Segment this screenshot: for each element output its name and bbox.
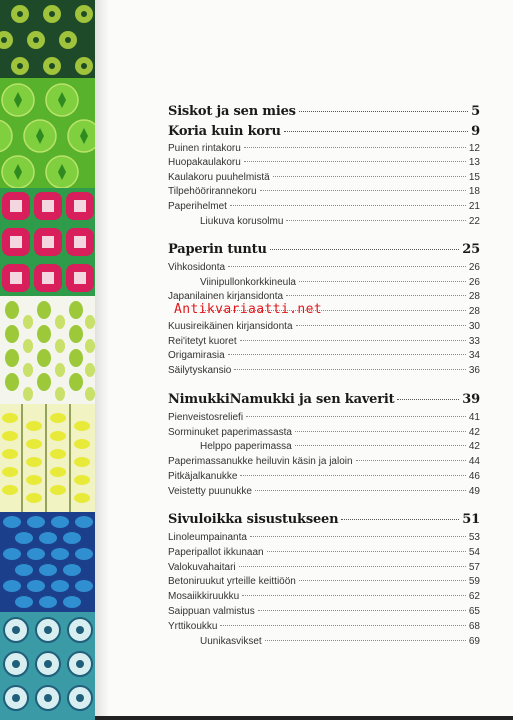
toc-page-number: 65 — [468, 606, 480, 617]
toc-entry — [168, 576, 480, 587]
toc-page-number: 21 — [468, 201, 480, 212]
toc-page-number: 62 — [468, 591, 480, 602]
toc-leader-dots — [286, 295, 466, 296]
toc-title: Siskot ja sen mies — [168, 104, 296, 119]
toc-subentry — [168, 441, 480, 452]
toc-leader-dots — [246, 416, 466, 417]
toc-page-number: 68 — [468, 621, 480, 632]
page-gutter-shadow — [95, 0, 109, 720]
toc-title: Liukuva korusolmu — [200, 216, 284, 227]
toc-title: Huopakaulakoru — [168, 157, 241, 168]
toc-leader-dots — [239, 566, 466, 567]
pattern-yellow-ovals — [0, 404, 95, 512]
toc-title: Pienveistosreliefi — [168, 412, 244, 423]
toc-leader-dots — [299, 580, 466, 581]
toc-entry — [168, 456, 480, 467]
toc-leader-dots — [299, 111, 468, 112]
toc-page-number: 34 — [468, 350, 480, 361]
toc-entry — [168, 532, 480, 543]
toc-title: NimukkiNamukki ja sen kaverit — [168, 392, 395, 407]
toc-leader-dots — [341, 519, 459, 520]
toc-page-number: 54 — [468, 547, 480, 558]
toc-title: Kaulakoru puuhelmistä — [168, 172, 270, 183]
toc-leader-dots — [242, 595, 466, 596]
toc-page-number: 42 — [468, 441, 480, 452]
toc-title: Paperin tuntu — [168, 242, 267, 257]
toc-leader-dots — [250, 536, 466, 537]
toc-leader-dots — [230, 205, 466, 206]
toc-page-number: 41 — [468, 412, 480, 423]
toc-entry — [168, 621, 480, 632]
pattern-band-yellow — [0, 404, 95, 512]
toc-leader-dots — [397, 399, 459, 400]
toc-entry — [168, 336, 480, 347]
pattern-band-lime — [0, 78, 95, 188]
toc-entry — [168, 172, 480, 183]
toc-leader-dots — [295, 445, 466, 446]
page-bottom-edge — [95, 716, 513, 720]
toc-leader-dots — [267, 551, 466, 552]
toc-leader-dots — [270, 249, 460, 250]
toc-page-number: 57 — [468, 562, 480, 573]
toc-page-number: 5 — [471, 104, 480, 119]
toc-leader-dots — [286, 220, 466, 221]
toc-title: Koria kuin koru — [168, 124, 281, 139]
toc-title: Säilytyskansio — [168, 365, 232, 376]
toc-title: Yrttikoukku — [168, 621, 218, 632]
toc-title: Paperimassanukke heiluvin käsin ja jaloin — [168, 456, 353, 467]
toc-entry — [168, 547, 480, 558]
pattern-strip — [0, 0, 95, 720]
toc-entry — [168, 427, 480, 438]
toc-title: Saippuan valmistus — [168, 606, 255, 617]
toc-page-number: 26 — [468, 262, 480, 273]
toc-leader-dots — [295, 431, 466, 432]
toc-page-number: 59 — [468, 576, 480, 587]
toc-entry — [168, 321, 480, 332]
toc-title: Valokuvahaitari — [168, 562, 236, 573]
toc-title: Helppo paperimassa — [200, 441, 292, 452]
toc-leader-dots — [234, 369, 466, 370]
toc-leader-dots — [258, 610, 466, 611]
pattern-dark-green-flowers — [0, 0, 95, 78]
toc-page-number: 15 — [468, 172, 480, 183]
toc-title: Veistetty puunukke — [168, 486, 252, 497]
toc-page-number: 28 — [468, 291, 480, 302]
toc-page-number: 13 — [468, 157, 480, 168]
toc-title: Puinen rintakoru — [168, 143, 241, 154]
toc-page-number: 28 — [468, 306, 480, 317]
toc-leader-dots — [240, 475, 465, 476]
toc-subentry — [168, 277, 480, 288]
toc-leader-dots — [284, 131, 468, 132]
toc-page-number: 69 — [468, 636, 480, 647]
pattern-band-blue — [0, 512, 95, 612]
toc-title: Viinipullonkorkkineula — [200, 277, 296, 288]
toc-leader-dots — [220, 625, 465, 626]
toc-entry — [168, 606, 480, 617]
toc-page-number: 26 — [468, 277, 480, 288]
toc-leader-dots — [240, 340, 466, 341]
toc-section — [168, 104, 480, 119]
pattern-band-white-green — [0, 296, 95, 404]
toc-title: Sivuloikka sisustukseen — [168, 512, 339, 527]
toc-entry — [168, 365, 480, 376]
pattern-green-dots — [0, 296, 95, 404]
toc-title: Vihkosidonta — [168, 262, 226, 273]
toc-page-number: 42 — [468, 427, 480, 438]
pattern-band-dark-green — [0, 0, 95, 78]
toc-entry — [168, 186, 480, 197]
toc-title: Paperipallot ikkunaan — [168, 547, 264, 558]
toc-entry — [168, 471, 480, 482]
pattern-band-pink — [0, 188, 95, 296]
toc-page-number: 49 — [468, 486, 480, 497]
toc-page-number: 25 — [462, 242, 480, 257]
pattern-band-teal — [0, 612, 95, 720]
toc-entry — [168, 486, 480, 497]
toc-subentry — [168, 216, 480, 227]
toc-section — [168, 242, 480, 257]
pattern-pink-octagons — [0, 188, 95, 296]
toc-entry — [168, 291, 480, 302]
toc-title: Rei'itetyt kuoret — [168, 336, 237, 347]
toc-page-number: 44 — [468, 456, 480, 467]
toc-subentry — [168, 636, 480, 647]
toc-leader-dots — [255, 490, 466, 491]
pattern-blue-ovals — [0, 512, 95, 612]
toc-entry — [168, 591, 480, 602]
toc-leader-dots — [244, 147, 466, 148]
toc-title: Betoniruukut yrteille keittiöön — [168, 576, 296, 587]
watermark: Antikvariaatti.net — [174, 302, 323, 317]
toc-page-number: 39 — [462, 392, 480, 407]
toc-section — [168, 124, 480, 139]
toc-title: Tilpehöörirannekoru — [168, 186, 257, 197]
toc-leader-dots — [228, 266, 466, 267]
toc-page-number: 18 — [468, 186, 480, 197]
toc-entry — [168, 412, 480, 423]
toc-page-number: 36 — [468, 365, 480, 376]
toc-section — [168, 392, 480, 407]
toc-entry — [168, 562, 480, 573]
toc-title: Kuusireikäinen kirjansidonta — [168, 321, 293, 332]
toc-leader-dots — [299, 281, 466, 282]
toc-page-number: 30 — [468, 321, 480, 332]
toc-title: Japanilainen kirjansidonta — [168, 291, 284, 302]
toc-page-number: 33 — [468, 336, 480, 347]
toc-page-number: 22 — [468, 216, 480, 227]
toc-entry — [168, 143, 480, 154]
toc-entry — [168, 201, 480, 212]
toc-entry — [168, 157, 480, 168]
toc-page-number: 51 — [462, 512, 480, 527]
table-of-contents — [168, 0, 480, 720]
toc-entry — [168, 350, 480, 361]
toc-leader-dots — [228, 354, 466, 355]
toc-title: Linoleumpainanta — [168, 532, 247, 543]
toc-page-number: 12 — [468, 143, 480, 154]
toc-page-number: 9 — [471, 124, 480, 139]
toc-title: Mosaiikkiruukku — [168, 591, 240, 602]
toc-title: Origamirasia — [168, 350, 225, 361]
toc-leader-dots — [273, 176, 466, 177]
toc-page-number: 53 — [468, 532, 480, 543]
pattern-lime-circles — [0, 78, 95, 188]
toc-leader-dots — [244, 161, 466, 162]
toc-section — [168, 512, 480, 527]
toc-entry — [168, 262, 480, 273]
toc-title: Pitkäjalkanukke — [168, 471, 238, 482]
toc-title: Sorminuket paperimassasta — [168, 427, 292, 438]
pattern-teal-rosettes — [0, 612, 95, 720]
toc-title: Uunikasvikset — [200, 636, 262, 647]
toc-leader-dots — [356, 460, 466, 461]
toc-page-number: 46 — [468, 471, 480, 482]
toc-title: Paperihelmet — [168, 201, 227, 212]
toc-leader-dots — [296, 325, 466, 326]
toc-leader-dots — [260, 190, 466, 191]
toc-leader-dots — [265, 640, 466, 641]
